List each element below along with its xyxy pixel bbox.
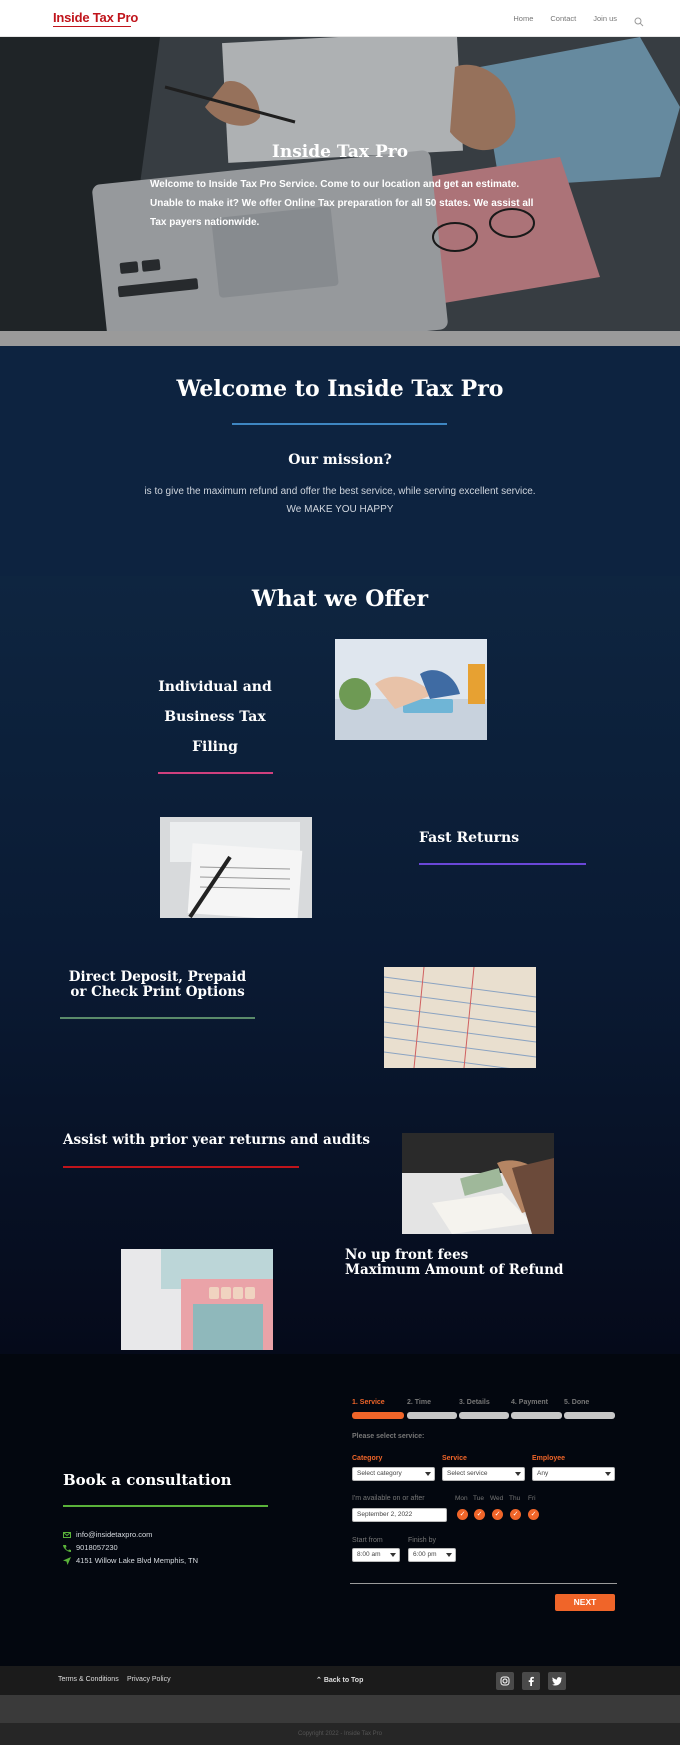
offer-heading-tax-filing: Individual and Business Tax Filing	[158, 679, 272, 755]
terms-link[interactable]: Terms & Conditions	[58, 1676, 119, 1683]
step-service: 1. Service	[352, 1399, 385, 1406]
footer-bar	[0, 1666, 680, 1695]
location-arrow-icon	[63, 1557, 71, 1565]
hero-title: Inside Tax Pro	[271, 142, 409, 162]
chevron-down-icon	[605, 1472, 611, 1476]
mission-line-2: We MAKE YOU HAPPY	[286, 504, 394, 515]
contact-address-text: 4151 Willow Lake Blvd Memphis, TN	[76, 1556, 198, 1565]
welcome-divider	[232, 423, 447, 425]
phone-icon	[63, 1544, 71, 1552]
start-time-select[interactable]	[352, 1548, 400, 1562]
day-checkbox-fri[interactable]: ✓	[528, 1509, 539, 1520]
footer-band	[0, 1695, 680, 1723]
contact-address[interactable]	[63, 1556, 198, 1565]
start-time-value: 8:00 am	[357, 1551, 381, 1558]
hero-divider	[0, 331, 680, 346]
service-select[interactable]	[442, 1467, 525, 1481]
logo[interactable]	[53, 8, 139, 28]
day-label-thu: Thu	[509, 1495, 521, 1502]
offer-heading-fast-returns: Fast Returns	[419, 830, 520, 846]
offer-rule-fast-returns	[419, 863, 586, 865]
day-checkbox-thu[interactable]: ✓	[510, 1509, 521, 1520]
next-button[interactable]: NEXT	[555, 1594, 615, 1611]
offer-heading-no-fees	[345, 1248, 563, 1278]
offer-rule-direct-deposit	[60, 1017, 255, 1019]
offer-heading-no-fees-line-2: Maximum Amount of Refund	[345, 1262, 564, 1278]
booking-divider	[63, 1505, 268, 1507]
facebook-icon[interactable]	[522, 1672, 540, 1690]
offers-title: What we Offer	[251, 586, 429, 612]
chevron-down-icon	[515, 1472, 521, 1476]
finish-time-select[interactable]	[408, 1548, 456, 1562]
select-service-prompt: Please select service:	[352, 1433, 425, 1440]
category-select-value: Select category	[357, 1470, 402, 1477]
date-input-value: September 2, 2022	[357, 1511, 413, 1518]
day-label-fri: Fri	[528, 1495, 536, 1502]
start-from-label: Start from	[352, 1537, 383, 1544]
step-bar-payment	[511, 1412, 562, 1419]
service-select-value: Select service	[447, 1470, 488, 1477]
day-label-mon: Mon	[455, 1495, 468, 1502]
contact-email-text: info@insidetaxpro.com	[76, 1530, 153, 1539]
day-checkbox-mon[interactable]: ✓	[457, 1509, 468, 1520]
step-time: 2. Time	[407, 1399, 431, 1406]
step-payment: 4. Payment	[511, 1399, 548, 1406]
contact-phone-text: 9018057230	[76, 1543, 118, 1552]
step-bar-service	[352, 1412, 404, 1419]
welcome-title: Welcome to Inside Tax Pro	[176, 376, 504, 402]
available-label: I'm available on or after	[352, 1495, 425, 1502]
mission-line-1: is to give the maximum refund and offer the best service, while serving excellent service.	[144, 486, 536, 497]
contact-phone[interactable]	[63, 1543, 118, 1552]
booking-title: Book a consultation	[63, 1471, 232, 1489]
finish-time-value: 6:00 pm	[413, 1551, 437, 1558]
search-icon[interactable]	[634, 14, 644, 24]
offer-heading-prior-year: Assist with prior year returns and audits	[63, 1132, 370, 1148]
chevron-down-icon	[425, 1472, 431, 1476]
date-input[interactable]	[352, 1508, 447, 1522]
category-select[interactable]	[352, 1467, 435, 1481]
offer-image-counting-money	[402, 1133, 554, 1234]
step-done: 5. Done	[564, 1399, 590, 1406]
copyright-text: Copyright 2022 - Inside Tax Pro	[298, 1731, 382, 1737]
employee-label: Employee	[532, 1455, 566, 1462]
category-label: Category	[352, 1455, 383, 1462]
back-to-top-text: Back to Top	[323, 1677, 364, 1684]
welcome-section	[0, 346, 680, 576]
offer-image-tax-calendar	[121, 1249, 273, 1350]
form-divider	[350, 1583, 617, 1584]
chevron-down-icon	[446, 1553, 452, 1557]
offers-section	[0, 576, 680, 1354]
envelope-icon	[63, 1531, 71, 1539]
offer-image-tax-forms	[160, 817, 312, 918]
contact-email[interactable]	[63, 1530, 152, 1539]
step-details: 3. Details	[459, 1399, 490, 1406]
nav-join-us[interactable]: Join us	[593, 14, 617, 23]
site-header	[0, 0, 680, 37]
mission-text	[0, 483, 680, 519]
service-label: Service	[442, 1455, 467, 1462]
offer-heading-no-fees-line-1: No up front fees	[345, 1247, 469, 1263]
booking-section	[0, 1354, 680, 1666]
hero-banner	[0, 37, 680, 331]
chevron-up-icon: ⌃	[316, 1677, 324, 1684]
step-bar-done	[564, 1412, 615, 1419]
twitter-icon[interactable]	[548, 1672, 566, 1690]
day-label-tue: Tue	[473, 1495, 484, 1502]
privacy-link[interactable]: Privacy Policy	[127, 1676, 171, 1683]
nav-home[interactable]: Home	[513, 14, 534, 23]
employee-select-value: Any	[537, 1470, 549, 1477]
offer-rule-tax-filing	[158, 772, 273, 774]
logo-text: Inside Tax Pro	[53, 10, 139, 25]
back-to-top-link[interactable]	[316, 1676, 363, 1684]
main-nav	[513, 0, 680, 37]
finish-by-label: Finish by	[408, 1537, 437, 1544]
chevron-down-icon	[390, 1553, 396, 1557]
employee-select[interactable]	[532, 1467, 615, 1481]
hero-text: Welcome to Inside Tax Pro Service. Come to our location and get an estimate. Unable to make it? We offer Online Tax preparation for all 50 states. We assist all Tax payers nationwide.	[150, 179, 534, 228]
step-bar-details	[459, 1412, 509, 1419]
offer-image-calculator	[335, 639, 487, 740]
offer-image-ledger	[384, 967, 536, 1068]
footer-bottom	[0, 1695, 680, 1745]
nav-contact[interactable]: Contact	[550, 14, 577, 23]
day-checkbox-tue[interactable]: ✓	[474, 1509, 485, 1520]
offer-heading-direct-deposit: Direct Deposit, Prepaid or Check Print Options	[68, 969, 247, 1000]
mission-title: Our mission?	[288, 452, 392, 468]
instagram-icon[interactable]	[496, 1672, 514, 1690]
logo-underline	[53, 26, 131, 27]
day-label-wed: Wed	[490, 1495, 504, 1502]
day-checkbox-wed[interactable]: ✓	[492, 1509, 503, 1520]
step-bar-time	[407, 1412, 457, 1419]
offer-rule-prior-year	[63, 1166, 299, 1168]
